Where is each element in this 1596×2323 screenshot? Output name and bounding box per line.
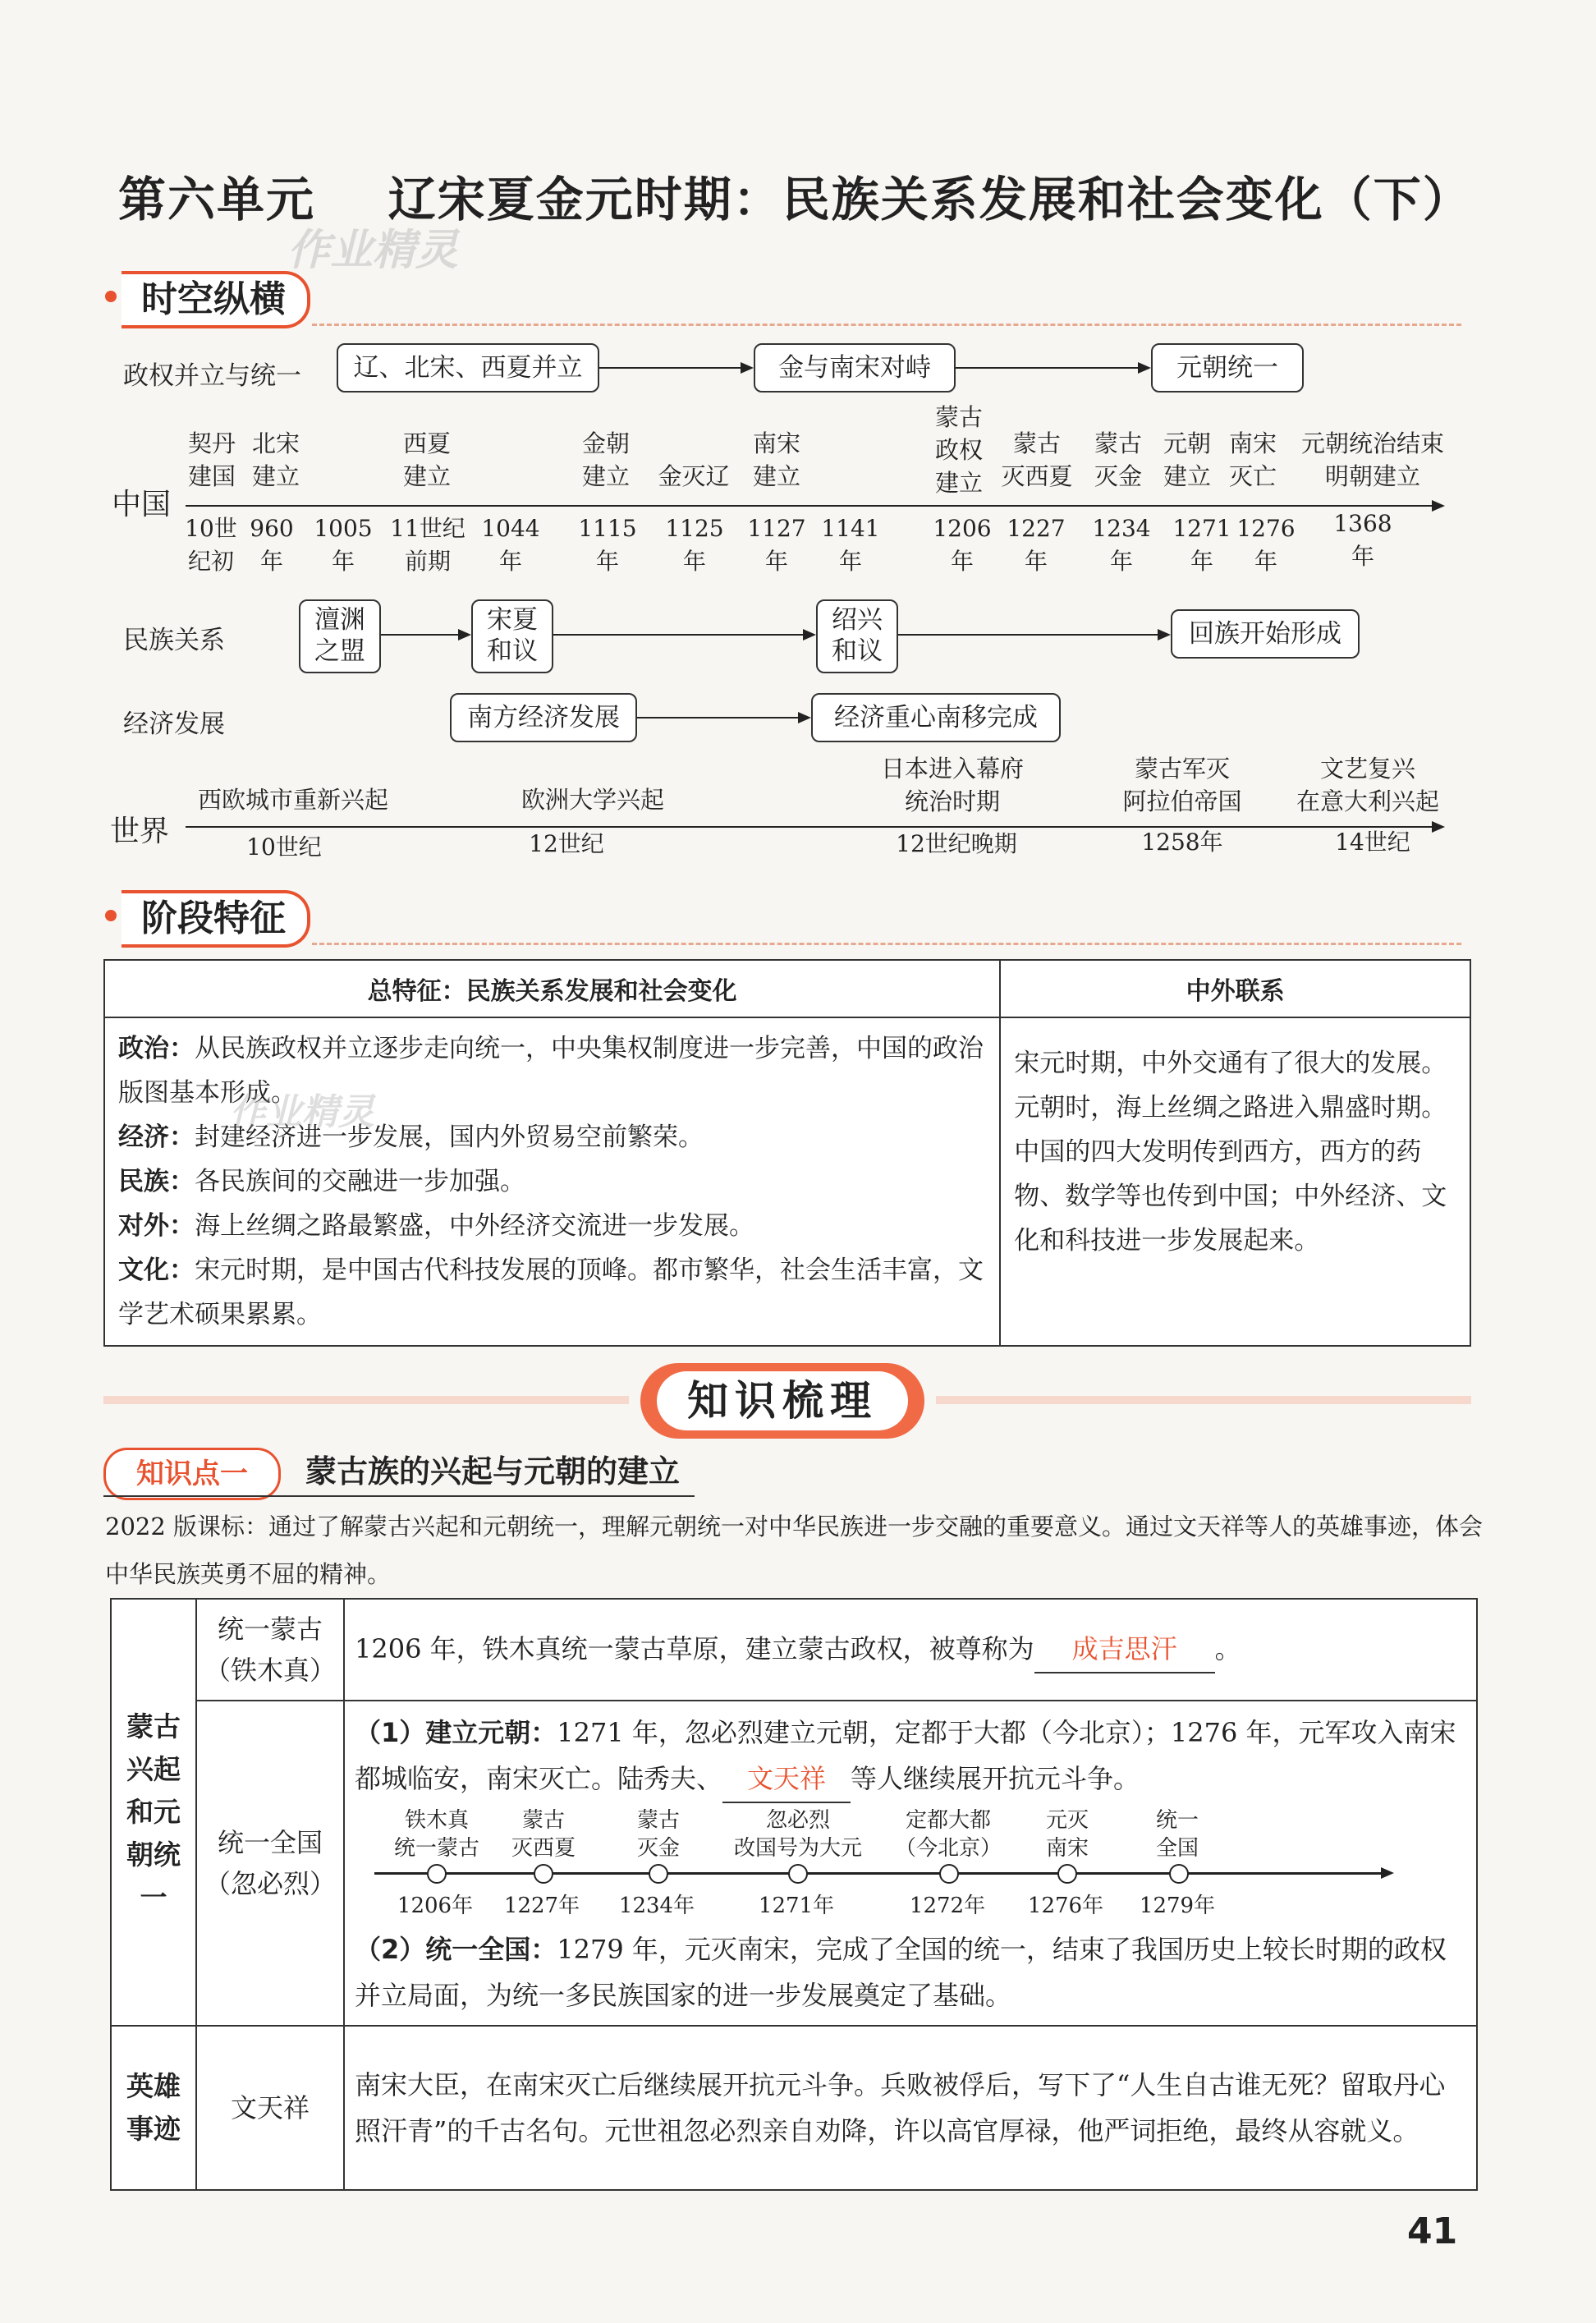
ethnic-box: 宋夏 和议 <box>471 599 553 673</box>
world-date: 12世纪晚期 <box>896 830 1017 857</box>
mini-year: 1276年 <box>1027 1894 1104 1918</box>
row-content <box>344 1599 1477 1701</box>
feature-item <box>118 1204 986 1248</box>
timeline-year: 1368 年 <box>1333 510 1392 570</box>
arrow <box>381 634 463 636</box>
section-title-zs: 知识梳理 <box>657 1371 908 1430</box>
mini-timeline <box>355 1803 1466 1926</box>
mini-year: 1271年 <box>758 1894 835 1918</box>
world-axis <box>186 826 1433 828</box>
section-title-jd: 阶段特征 <box>122 890 310 948</box>
mini-event: 定都大都 （今北京） <box>894 1808 1002 1861</box>
row-content <box>344 1701 1477 2026</box>
features-table <box>103 959 1471 1347</box>
timeline-year: 10世 纪初 <box>185 515 237 575</box>
arrow <box>637 717 801 718</box>
answer-blank: 成吉思汗 <box>1034 1626 1215 1673</box>
section-dot <box>105 910 117 921</box>
watermark: 作业精灵 <box>287 226 459 275</box>
feature-value: 封建经济进一步发展，国内外贸易空前繁荣。 <box>195 1122 704 1152</box>
mini-year: 1234年 <box>618 1894 695 1918</box>
features-header-left: 总特征：民族关系发展和社会变化 <box>104 960 1000 1017</box>
timeline-event: 元朝 建立 <box>1163 429 1211 490</box>
world-event: 欧洲大学兴起 <box>521 786 664 814</box>
world-date: 10世纪 <box>246 833 322 861</box>
timeline-year: 1127 年 <box>747 515 806 575</box>
timeline-year: 11世纪 前期 <box>390 515 466 575</box>
timeline-event: 元朝统治结束 明朝建立 <box>1300 429 1444 490</box>
features-right-cell: 宋元时期，中外交通有了很大的发展。元朝时，海上丝绸之路进入鼎盛时期。中国的四大发明传到西方，西方的药物、数学等也传到中国；中外经济、文化和科技进一步发展起来。 <box>1000 1017 1470 1346</box>
timeline-dot <box>939 1864 959 1884</box>
group-label: 蒙古 兴起 和元 朝统 一 <box>111 1599 196 2026</box>
mini-event: 忽必烈 改国号为大元 <box>733 1808 862 1861</box>
feature-key: 政治： <box>118 1034 195 1063</box>
feature-key: 对外： <box>118 1211 195 1241</box>
timeline-year: 960 年 <box>250 515 294 575</box>
knowledge-table <box>110 1598 1478 2191</box>
arrow <box>956 367 1141 369</box>
arrow <box>553 634 806 636</box>
timeline-dot <box>427 1864 447 1884</box>
title-underline <box>103 1495 695 1497</box>
mini-year: 1272年 <box>909 1894 986 1918</box>
world-date: 12世纪 <box>529 830 604 857</box>
section-title-sk: 时空纵横 <box>122 271 310 328</box>
banner-bar <box>103 1396 629 1404</box>
row-label: 文天祥 <box>196 2026 344 2190</box>
mini-year: 1206年 <box>397 1894 474 1918</box>
text: 1279 年，元灭南宋，完成了全国的统一，结束了我国历史上较长时期的政权并立局面，为统一多民族国家的进一步发展奠定了基础。 <box>355 1934 1447 2011</box>
timeline-event: 蒙古 灭西夏 <box>1001 429 1073 490</box>
banner-bar <box>936 1396 1471 1404</box>
row-content: 南宋大臣，在南宋灭亡后继续展开抗元斗争。兵败被俘后，写下了“人生自古谁无死？留取丹心照汗青”的千古名句。元世祖忽必烈亲自劝降，许以高官厚禄，他严词拒绝，最终从容就义。 <box>344 2026 1477 2190</box>
feature-key: 经济： <box>118 1122 195 1152</box>
feature-value: 从民族政权并立逐步走向统一，中央集权制度进一步完善，中国的政治版图基本形成。 <box>118 1034 984 1108</box>
china-axis <box>186 505 1433 507</box>
row-label-economy: 经济发展 <box>123 709 225 739</box>
timeline-dot <box>649 1864 668 1884</box>
timeline-event: 蒙古 灭金 <box>1094 429 1142 490</box>
timeline-event: 金灭辽 <box>658 462 730 490</box>
section-divider <box>312 943 1461 945</box>
world-label: 世界 <box>110 815 170 848</box>
row-label-ethnic: 民族关系 <box>123 626 225 655</box>
text: 等人继续展开抗元斗争。 <box>851 1763 1140 1794</box>
row-label-politics: 政权并立与统一 <box>123 361 301 391</box>
mini-axis <box>374 1872 1384 1875</box>
timeline-event: 金朝 建立 <box>581 429 630 490</box>
ethnic-box: 澶渊 之盟 <box>299 599 381 673</box>
ethnic-box: 绍兴 和议 <box>816 599 898 673</box>
watermark: 作业精灵 <box>230 1091 374 1133</box>
sub-heading: （2）统一全国： <box>355 1934 557 1965</box>
sub-heading: （1）建立元朝： <box>355 1717 557 1748</box>
timeline-year: 1271 年 <box>1172 515 1231 575</box>
arrow-head-icon <box>1138 362 1151 374</box>
mini-event: 蒙古 灭西夏 <box>511 1808 576 1861</box>
timeline-year: 1115 年 <box>578 515 637 575</box>
world-event: 文艺复兴 在意大利兴起 <box>1296 755 1439 815</box>
axis-arrow-icon <box>1381 1867 1394 1879</box>
arrow <box>898 634 1161 636</box>
group-label: 英雄 事迹 <box>111 2026 196 2190</box>
page-title: 第六单元 辽宋夏金元时期：民族关系发展和社会变化（下） <box>118 172 1472 227</box>
feature-item <box>118 1248 986 1337</box>
mini-event: 蒙古 灭金 <box>636 1808 680 1861</box>
economy-box: 南方经济发展 <box>450 693 637 742</box>
row-label: 统一蒙古 （铁木真） <box>196 1599 344 1701</box>
world-date: 1258年 <box>1141 829 1223 856</box>
text: 1271 年，忽必烈建立元朝，定都于大都（今北京）；1276 年，元军攻入南宋都城临安，南宋灭亡。陆秀夫、 <box>355 1717 1456 1794</box>
feature-value: 宋元时期，是中国古代科技发展的顶峰。都市繁华，社会生活丰富，文学艺术硕果累累。 <box>118 1256 984 1329</box>
arrow-head-icon <box>803 629 816 640</box>
world-event: 西欧城市重新兴起 <box>197 786 388 814</box>
knowledge-point-label: 知识点一 <box>103 1448 281 1500</box>
china-label: 中国 <box>112 488 172 521</box>
mini-year: 1279年 <box>1139 1894 1216 1918</box>
features-left-cell <box>104 1017 1000 1346</box>
mini-event: 铁木真 统一蒙古 <box>393 1808 479 1861</box>
section-dot <box>105 291 117 302</box>
arrow-head-icon <box>1158 629 1171 640</box>
timeline-year: 1141 年 <box>821 515 880 575</box>
mini-event: 元灭 南宋 <box>1045 1808 1089 1861</box>
timeline-year: 1227 年 <box>1007 515 1066 575</box>
arrow-head-icon <box>458 629 471 640</box>
feature-item <box>118 1159 986 1204</box>
arrow <box>599 367 744 369</box>
timeline-event: 南宋 灭亡 <box>1228 429 1277 490</box>
features-header-right: 中外联系 <box>1000 960 1470 1017</box>
world-event: 蒙古军灭 阿拉伯帝国 <box>1122 755 1242 815</box>
answer-blank: 文天祥 <box>722 1756 851 1803</box>
paragraph-1 <box>355 1710 1466 1803</box>
axis-arrow-icon <box>1432 821 1445 833</box>
timeline-event: 蒙古 政权 建立 <box>934 403 983 497</box>
timeline-event: 西夏 建立 <box>402 429 451 490</box>
page-number: 41 <box>1407 2211 1458 2252</box>
paragraph-2 <box>355 1926 1466 2018</box>
timeline-year: 1044 年 <box>481 515 540 575</box>
timeline-dot <box>1057 1864 1077 1884</box>
text: 。 <box>1214 1633 1241 1664</box>
timeline-year: 1005 年 <box>314 515 373 575</box>
knowledge-point-title: 蒙古族的兴起与元朝的建立 <box>305 1453 681 1490</box>
feature-key: 文化： <box>118 1256 195 1285</box>
timeline-year: 1234 年 <box>1092 515 1151 575</box>
timeline-year: 1276 年 <box>1236 515 1296 575</box>
timeline-year: 1125 年 <box>665 515 724 575</box>
timeline-dot <box>788 1864 808 1884</box>
text: 1206 年，铁木真统一蒙古草原，建立蒙古政权，被尊称为 <box>355 1633 1034 1664</box>
politics-box: 元朝统一 <box>1151 343 1304 393</box>
axis-arrow-icon <box>1432 500 1445 512</box>
arrow-head-icon <box>741 362 754 374</box>
curriculum-standard: 2022 版课标：通过了解蒙古兴起和元朝统一，理解元朝统一对中华民族进一步交融的重要意义。通过文天祥等人的英雄事迹，体会中华民族英勇不屈的精神。 <box>105 1513 1484 1588</box>
mini-event: 统一 全国 <box>1155 1808 1199 1861</box>
timeline-dot <box>1169 1864 1189 1884</box>
mini-year: 1227年 <box>503 1894 580 1918</box>
feature-value: 各民族间的交融进一步加强。 <box>195 1167 525 1196</box>
row-label: 统一全国 （忽必烈） <box>196 1701 344 2026</box>
timeline-dot <box>534 1864 553 1884</box>
politics-box: 辽、北宋、西夏并立 <box>337 343 599 393</box>
economy-box: 经济重心南移完成 <box>811 693 1061 742</box>
arrow-head-icon <box>798 712 811 723</box>
feature-value: 海上丝绸之路最繁盛，中外经济交流进一步发展。 <box>195 1211 754 1241</box>
feature-key: 民族： <box>118 1167 195 1196</box>
section-divider <box>312 324 1461 326</box>
world-event: 日本进入幕府 统治时期 <box>880 755 1024 815</box>
world-date: 14世纪 <box>1335 829 1410 856</box>
timeline-event: 南宋 建立 <box>752 429 800 490</box>
timeline-year: 1206 年 <box>933 515 992 575</box>
politics-box: 金与南宋对峙 <box>754 343 956 393</box>
timeline-event: 北宋 建立 <box>251 429 300 490</box>
ethnic-box: 回族开始形成 <box>1171 609 1360 659</box>
timeline-event: 契丹 建国 <box>187 429 236 490</box>
